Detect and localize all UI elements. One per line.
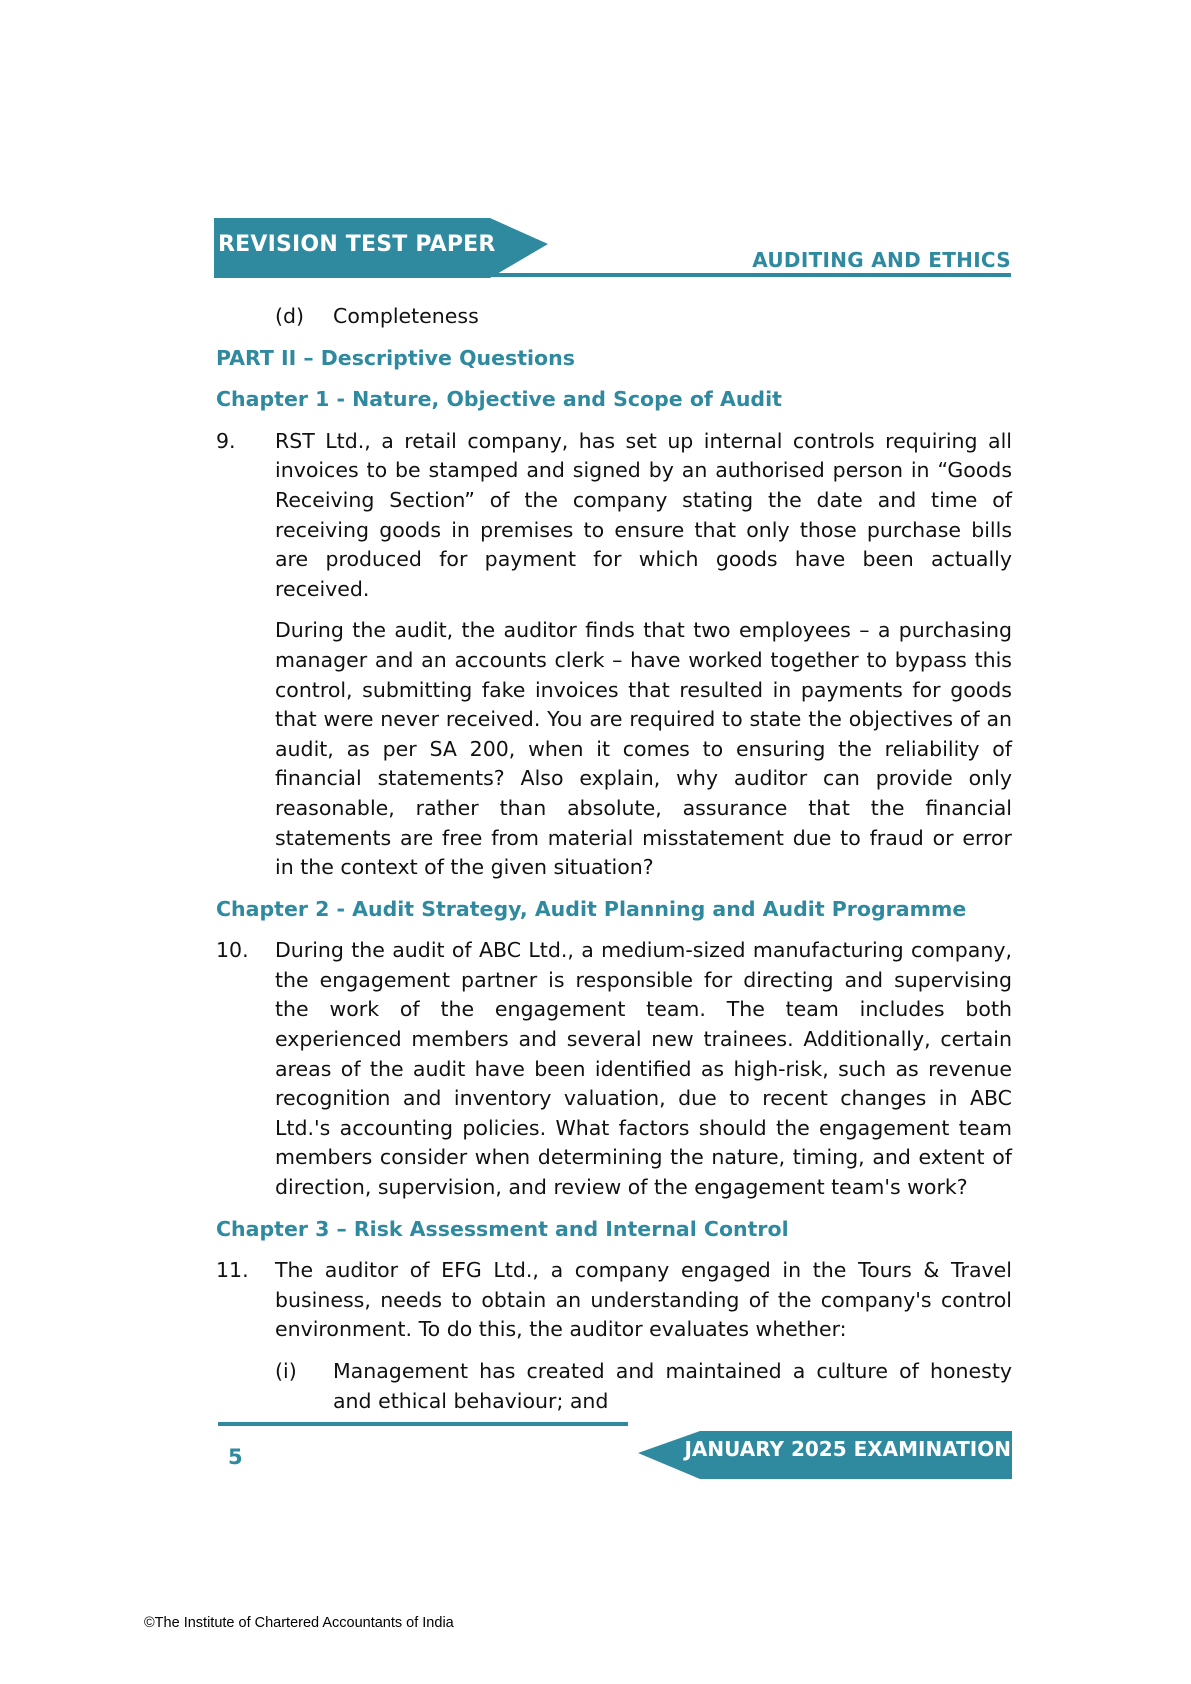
- sub-item-label: (i): [275, 1359, 297, 1383]
- question-number: 11.: [216, 1258, 249, 1283]
- part-heading: PART II – Descriptive Questions: [216, 345, 575, 370]
- question-9-paragraph-2: During the audit, the auditor finds that two employees – a purchasing manager and an accounts clerk – have worked together to bypass this control, submitting fake invoices that resulted in payments for goods that were never received. You are required to state the objectives of an audit, as per SA 200, when it comes to ensuring the reliability of financial statements? Also explain, why auditor can provide only reasonable, rather than absolute, assurance that the financial statements are free from material misstatement due to fraud or error in the context of the given situation?: [275, 618, 1012, 880]
- copyright-notice: ©The Institute of Chartered Accountants of India: [144, 1615, 454, 1631]
- exam-label: JANUARY 2025 EXAMINATION: [684, 1437, 1011, 1461]
- header-rule: [214, 273, 1011, 277]
- document-title: REVISION TEST PAPER: [218, 232, 496, 257]
- sub-item-text: Management has created and maintained a culture of honesty and ethical behaviour; and: [333, 1359, 1012, 1413]
- question-11: [216, 1256, 1012, 1345]
- option-d: [275, 302, 1012, 332]
- option-label: (d): [275, 304, 305, 328]
- question-number: 10.: [216, 938, 249, 963]
- question-10: [216, 936, 1012, 1202]
- question-11-sub-i: [275, 1357, 1012, 1416]
- page-number: 5: [228, 1445, 243, 1469]
- question-text: The auditor of EFG Ltd., a company engaged in the Tours & Travel business, needs to obtain an understanding of the company's control environment. To do this, the auditor evaluates whether:: [275, 1258, 1012, 1342]
- chapter-1-heading: Chapter 1 - Nature, Objective and Scope of Audit: [216, 387, 782, 412]
- question-9: [216, 427, 1012, 605]
- question-number: 9.: [216, 428, 236, 453]
- chapter-3-heading: Chapter 3 – Risk Assessment and Internal Control: [216, 1216, 789, 1241]
- question-text: During the audit of ABC Ltd., a medium-sized manufacturing company, the engagement partner is responsible for directing and supervising the work of the engagement team. The team includes both experienced members and several new trainees. Additionally, certain areas of the audit have been identified as high-risk, such as revenue recognition and inventory valuation, due to recent changes in ABC Ltd.'s accounting policies. What factors should the engagement team members consider when determining the nature, timing, and extent of direction, supervision, and review of the engagement team's work?: [275, 938, 1012, 1200]
- question-text: RST Ltd., a retail company, has set up internal controls requiring all invoices to be stamped and signed by an authorised person in “Goods Receiving Section” of the company stating the date and time of receiving goods in premises to ensure that only those purchase bills are produced for payment for which goods have been actually received.: [275, 428, 1012, 601]
- option-text: Completeness: [333, 304, 479, 328]
- page-content: [216, 302, 1012, 1416]
- subject-title: AUDITING AND ETHICS: [752, 248, 1011, 272]
- footer-rule: [218, 1422, 628, 1426]
- chapter-2-heading: Chapter 2 - Audit Strategy, Audit Planning and Audit Programme: [216, 896, 967, 921]
